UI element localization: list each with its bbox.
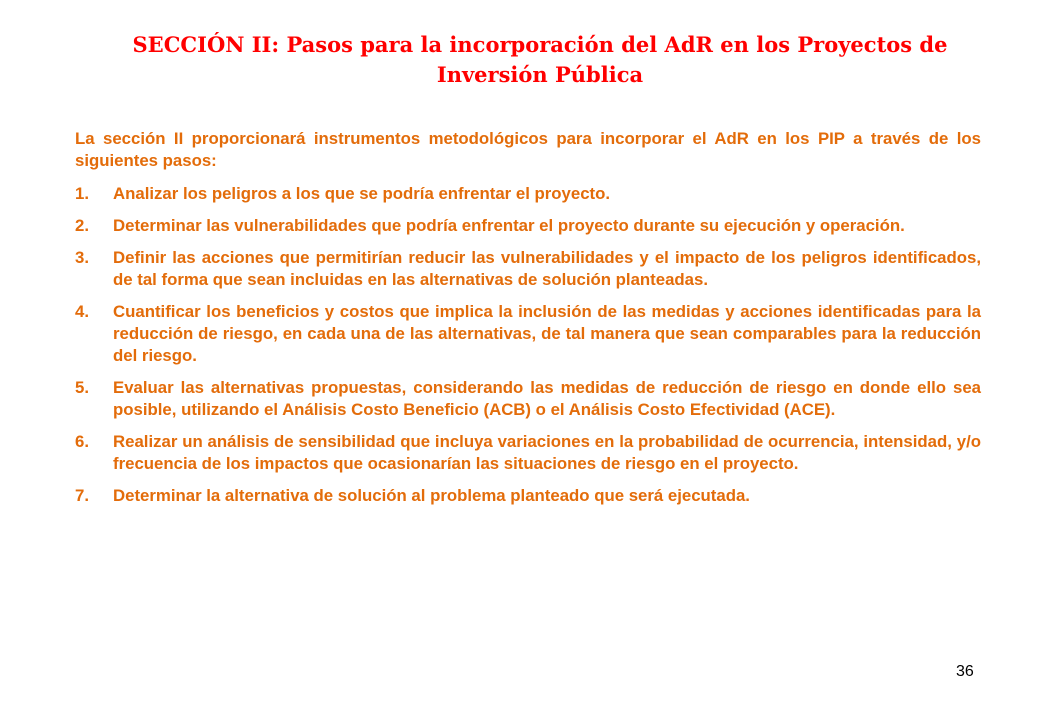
slide-title: SECCIÓN II: Pasos para la incorporación del AdR en los Proyectos de Inversión Pública (132, 32, 948, 87)
step-item (75, 301, 981, 367)
step-text: Determinar las vulnerabilidades que podría enfrentar el proyecto durante su ejecución y operación. (113, 216, 905, 235)
step-item (75, 183, 981, 205)
step-number: 5. (75, 378, 89, 397)
step-text: Analizar los peligros a los que se podría enfrentar el proyecto. (113, 184, 611, 203)
intro-paragraph: La sección II proporcionará instrumentos metodológicos para incorporar el AdR en los PIP a través de los siguientes pasos: (75, 129, 981, 170)
step-text: Definir las acciones que permitirían reducir las vulnerabilidades y el impacto de los peligros identificados, de tal forma que sean incluidas en las alternativas de solución planteadas. (113, 248, 981, 289)
step-number: 4. (75, 302, 89, 321)
step-number: 6. (75, 432, 89, 451)
step-item (75, 215, 981, 237)
step-item (75, 485, 981, 507)
step-item (75, 431, 981, 475)
steps-list (75, 183, 981, 507)
step-text: Evaluar las alternativas propuestas, considerando las medidas de reducción de riesgo en donde ello sea posible, utilizando el Análisis Costo Beneficio (ACB) o el Análisis Costo Efectividad (ACE). (113, 378, 981, 419)
step-text: Cuantificar los beneficios y costos que implica la inclusión de las medidas y acciones identificadas para la reducción de riesgo, en cada una de las alternativas, de tal manera que sean comparables para la reducción del riesgo. (113, 302, 981, 365)
step-number: 2. (75, 216, 89, 235)
step-text: Determinar la alternativa de solución al problema planteado que será ejecutada. (113, 486, 750, 505)
step-item (75, 247, 981, 291)
step-item (75, 377, 981, 421)
step-number: 1. (75, 184, 89, 203)
step-number: 7. (75, 486, 89, 505)
step-text: Realizar un análisis de sensibilidad que incluya variaciones en la probabilidad de ocurrencia, intensidad, y/o frecuencia de los impactos que ocasionarían las situaciones de riesgo en el proyecto. (113, 432, 981, 473)
page-number: 36 (956, 663, 974, 680)
slide-content (75, 128, 981, 517)
step-number: 3. (75, 248, 89, 267)
